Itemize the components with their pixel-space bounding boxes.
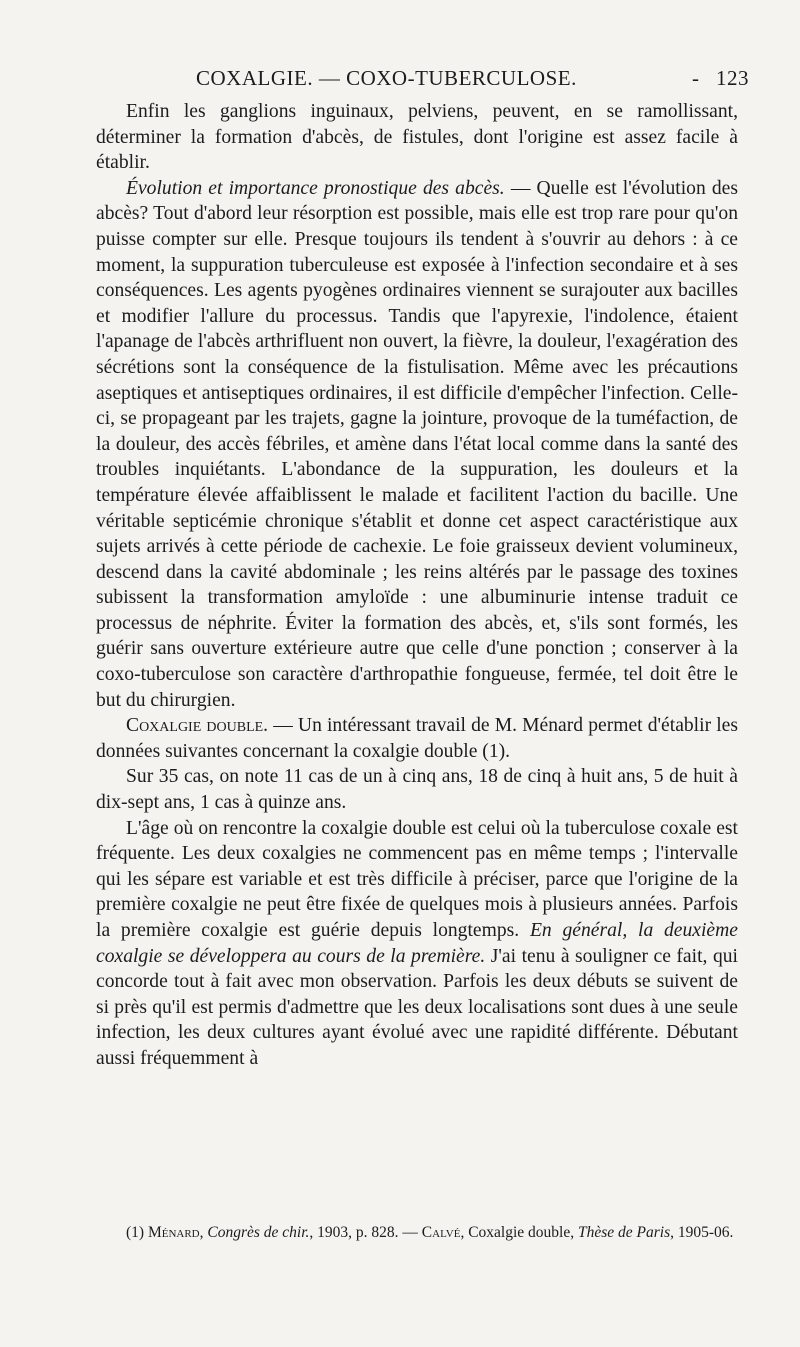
footnote-1: (1) Ménard, Congrès de chir., 1903, p. 828. — Calvé, Coxalgie double, Thèse de Paris, 1905-06. xyxy=(126,1224,734,1241)
footnote-author-menard: Ménard xyxy=(147,1224,200,1241)
body-text xyxy=(96,99,738,1072)
running-header xyxy=(96,66,749,96)
paragraph-ganglions: Enfin les ganglions inguinaux, pelviens, peuvent, en se ramollissant, déterminer la formation d'abcès, de fistules, dont l'origine est assez facile à établir. xyxy=(96,101,738,174)
paragraph-coxalgie-double-text: — Un intéressant travail de M. Ménard permet d'établir les données suivantes concernant la coxalgie double (1). xyxy=(96,715,738,762)
paragraph-evolution-text: — Quelle est l'évolution des abcès? Tout d'abord leur résorption est possible, mais elle est trop rare pour qu'on puisse compter sur elle. Presque toujours ils tendent à s'ouvrir au dehors : à ce moment, la suppuration tuberculeuse est exposée à l'infection secondaire et à ses conséquences. Les agents pyogènes ordinaires viennent se surajouter aux bacilles et modifier l'allure du processus. Tandis que l'apyrexie, l'indolence, étaient l'apanage de l'abcès arthrifluent non ouvert, la fièvre, la douleur, l'exagération des sécrétions sont la conséquence de la fistulisation. Même avec les précautions aseptiques et antiseptiques ordinaires, il est difficile d'empêcher l'infection. Celle-ci, se propageant par les trajets, gagne la jointure, provoque de la tuméfaction, de la douleur, des accès fébriles, et amène dans l'état local comme dans la santé des troubles inquiétants. L'abondance de la suppuration, les douleurs et la température élevée affaiblissent le malade et facilitent l'action du bacille. Une véritable septicémie chronique s'établit et donne cet aspect caractéristique aux sujets arrivés à cette période de cachexie. Le foie graisseux devient volumineux, descend dans la cavité abdominale ; les reins altérés par le passage des toxines subissent la transformation amyloïde : une albuminurie intense traduit ce processus de néphrite. Éviter la formation des abcès, et, s'ils sont formés, les guérir sans ouverture extérieure autre que celle d'une ponction ; conserver à la coxo-tuberculose son caractère d'arthropathie fongueuse, fermée, tel doit être le but du chirurgien. xyxy=(96,177,739,711)
footnote-ref1-title: Congrès de chir. xyxy=(207,1224,310,1241)
section-heading-coxalgie-double: Coxalgie double. xyxy=(126,715,269,737)
paragraph-age xyxy=(96,816,738,1072)
footnote-ref2-title: , Coxalgie double, xyxy=(460,1224,578,1241)
footnote-ref2-italic: Thèse de Paris xyxy=(577,1224,671,1241)
running-title: COXALGIE. — COXO-TUBERCULOSE. xyxy=(196,66,577,90)
footnote-author-calve: Calvé xyxy=(421,1224,461,1241)
section-heading-evolution: Évolution et importance pronostique des abcès. xyxy=(126,177,505,199)
paragraph-age-rest: J'ai tenu à souligner ce fait, qui concorde tout à fait avec mon observation. Parfois les deux débuts se suivent de si près qu'il est permis d'admettre que les deux localisations sont dues à une seule infection, les deux cultures ayant évolué avec une rapidité différente. Débutant aussi fréquemment à xyxy=(96,945,738,1069)
paragraph-cases: Sur 35 cas, on note 11 cas de un à cinq ans, 18 de cinq à huit ans, 5 de huit à dix-sept ans, 1 cas à quinze ans. xyxy=(96,766,738,814)
footnote-ref1-rest: , 1903, p. 828. — xyxy=(309,1224,422,1241)
footnote-ref2-rest: , 1905-06. xyxy=(670,1224,734,1241)
paragraph-age-text: L'âge où on rencontre la coxalgie double est celui où la tuberculose coxale est fréquente. Les deux coxalgies ne commencent pas en même temps ; l'intervalle qui les sépare est variable et est très difficile à préciser, parce que l'origine de la première coxalgie ne peut être fixée de quelques mois à plusieurs années. Parfois la première coxalgie est guérie depuis longtemps. xyxy=(96,817,738,941)
page-number: 123 xyxy=(716,66,749,90)
paragraph-coxalgie-double xyxy=(96,713,738,764)
paragraph-age-emphasis: En général, la deuxième coxalgie se développera au cours de la première. xyxy=(96,920,738,967)
footnote xyxy=(96,1222,738,1243)
header-dash: - xyxy=(692,66,700,90)
paragraph-evolution xyxy=(96,176,738,713)
